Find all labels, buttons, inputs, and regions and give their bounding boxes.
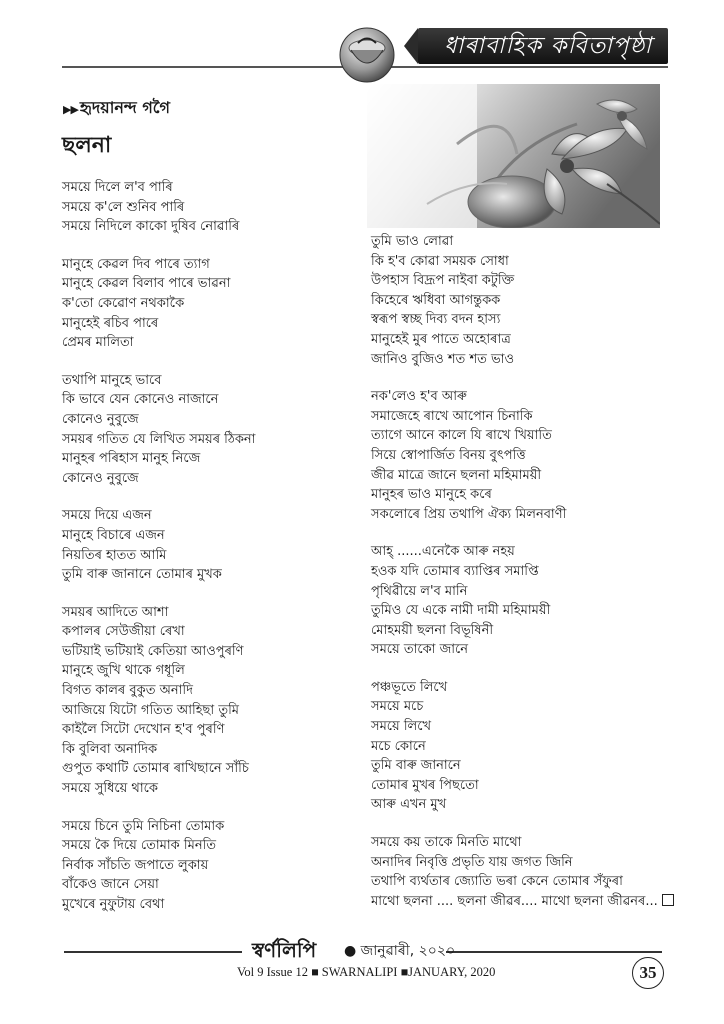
poem-line: মানুহৰ পৰিহাস মানুহ নিজে xyxy=(62,451,201,467)
footer-date: ● জানুৱাৰী, ২০২০ xyxy=(344,943,456,959)
poem-line: কোনেও নুবুজে xyxy=(62,470,139,486)
poem-line: মানুহে কেৱল বিলাব পাৰে ভাৱনা xyxy=(62,276,231,292)
poem-line: তথাপি মানুহে ভাবে xyxy=(62,372,162,388)
poem-line: মানুহৰ ভাও মানুহে কৰে xyxy=(371,487,492,503)
poem-line: আজিয়ে যিটো গতিত আহিছা তুমি xyxy=(62,702,240,718)
poem-line: গুপুত কথাটি তোমাৰ ৰাখিছানে সাঁচি xyxy=(62,761,249,777)
poem-line: সময়ে ক'লে শুনিব পাৰি xyxy=(62,199,185,215)
poem-line: ভটিয়াই ভটিয়াই কেতিয়া আওপুৰণি xyxy=(62,643,244,659)
flower-illustration xyxy=(367,84,660,228)
poem-line: সময়ে কৈ দিয়ে তোমাক মিনতি xyxy=(62,838,217,854)
poem-line: কপালৰ সেউজীয়া ৰেখা xyxy=(62,624,185,640)
poem-line: আহ্ ......এনেকৈ আৰু নহয় xyxy=(371,544,515,560)
poem-line: কি বুলিবা অনাদিক xyxy=(62,741,158,757)
poem-line: সময়ৰ গতিত যে লিখিত সময়ৰ ঠিকনা xyxy=(62,431,256,447)
poem-line: ক'তো কেৱোণ নথকাকৈ xyxy=(62,295,185,311)
poem-line: মুখেৰে নুফুটায় বেথা xyxy=(62,897,165,912)
poem-right-column xyxy=(371,232,671,929)
poem-line: পঞ্চভূতে লিখে xyxy=(371,679,448,695)
poem-line: ত্যাগে আনে কালে যি ৰাখে খিয়াতি xyxy=(371,428,552,444)
poem-line: তুমি ভাও লোৱা xyxy=(371,234,454,249)
poem-line: সময়ে দিয়ে এজন xyxy=(62,508,152,524)
poem-line: সময়ে মচে xyxy=(371,699,424,715)
poem-line: বাঁকেও জানে সেয়া xyxy=(62,877,159,893)
poem-line: হওক যদি তোমাৰ ব্যাপ্তিৰ সমাপ্তি xyxy=(371,563,539,579)
stanza xyxy=(62,371,354,489)
poem-line: তোমাৰ মুখৰ পিছতো xyxy=(371,777,479,793)
poem-line: সময়ে কয় তাকে মিনতি মাথো xyxy=(371,835,522,851)
poem-line: সময়ে নিদিলে কাকো দুষিব নোৱাৰি xyxy=(62,219,240,235)
poem-line: জীৱ মাত্ৰে জানে ছলনা মহিমাময়ী xyxy=(371,467,542,483)
poem-line: পৃথিৱীয়ে ল'ব মানি xyxy=(371,583,468,599)
stanza xyxy=(371,232,671,369)
poem-line: সময়ে তাকো জানে xyxy=(371,642,468,658)
poem-line: সিয়ে স্বোপাৰ্জিত বিনয় বুৎপত্তি xyxy=(371,447,526,463)
stanza xyxy=(371,833,671,911)
poem-line: সময়ে দিলে ল'ব পাৰি xyxy=(62,180,173,195)
stanza xyxy=(371,542,671,660)
poem-line: উপহাস বিদ্ৰূপ নাইবা কটুক্তি xyxy=(371,273,515,289)
stanza xyxy=(62,817,354,915)
poem-line: স্বৰূপ স্বচ্ছ দিব্য বদন হাস্য xyxy=(371,312,501,328)
poem-line: সমাজেহে ৰাখে আপোন চিনাকি xyxy=(371,408,533,424)
poem-line: নক'লেও হ'ব আৰু xyxy=(371,389,467,405)
poem-line: সকলোৰে প্ৰিয় তথাপি ঐক্য মিলনবাণী xyxy=(371,506,567,522)
poem-line: বিগত কালৰ বুকুত অনাদি xyxy=(62,683,193,699)
footer-issue-info: Vol 9 Issue 12 ■ SWARNALIPI ■JANUARY, 2020 xyxy=(237,965,496,979)
poem-line xyxy=(371,892,671,912)
poem-line: মচে কোনে xyxy=(371,738,426,754)
header-ribbon-tip xyxy=(404,28,418,64)
author-name: হৃদয়ানন্দ গগৈ xyxy=(79,98,171,117)
poem-line: তুমি বাৰু জানানে তোমাৰ মুখক xyxy=(62,567,222,583)
stanza xyxy=(62,603,354,799)
stanza xyxy=(371,678,671,815)
byline xyxy=(63,97,170,119)
stanza xyxy=(62,506,354,584)
poem-line: কি হ'ব কোৱা সময়ক সোধা xyxy=(371,253,509,269)
poem-line: অনাদিৰ নিবৃত্তি প্ৰভৃতি যায় জগত জিনি xyxy=(371,854,573,870)
poem-line: প্ৰেমৰ মালিতা xyxy=(62,335,134,351)
poem-left-column xyxy=(62,178,354,933)
poem-line: তথাপি ব্যৰ্থতাৰ জ্যোতি ভৰা কেনে তোমাৰ সঁফুৰা xyxy=(371,874,623,890)
poem-line: কোনেও নুবুজে xyxy=(62,411,139,427)
poem-line: নিৰ্বাক সাঁচতি জপাতে লুকায় xyxy=(62,857,209,873)
poem-line: মানুহে জুখি থাকে গধূলি xyxy=(62,663,185,679)
page-number: 35 xyxy=(632,957,664,989)
poem-line: সময়ে সুধিয়ে থাকে xyxy=(62,781,158,797)
poem-line: জানিও বুজিও শত শত ভাও xyxy=(371,351,515,367)
stanza xyxy=(62,255,354,353)
poem-line: মানুহে বিচাৰে এজন xyxy=(62,527,165,543)
poem-line: সময়ে লিখে xyxy=(371,719,431,735)
poem-line: মোহময়ী ছলনা বিভূষিনী xyxy=(371,622,494,638)
footer-rule-right xyxy=(446,951,662,953)
poem-line: নিয়তিৰ হাতত আমি xyxy=(62,547,167,563)
poem-line: আৰু এখন মুখ xyxy=(371,797,447,813)
stanza xyxy=(371,387,671,524)
poem-line: তুমি বাৰু জানানে xyxy=(371,758,461,774)
poem-line: কিহেৰে ঋধিবা আগন্তুকক xyxy=(371,292,501,308)
ornament-bowl-icon xyxy=(338,26,396,84)
section-title: ধাৰাবাহিক কবিতাপৃষ্ঠা xyxy=(443,33,653,59)
poem-line: সময়ৰ আদিতে আশা xyxy=(62,604,169,620)
poem-last-line: মাথো ছলনা .... ছলনা জীৱৰ.... মাথো ছলনা জীৱনৰ... xyxy=(371,893,658,909)
footer-rule-left xyxy=(64,951,242,953)
footer-brand: স্বৰ্ণলিপি xyxy=(252,938,317,962)
stanza xyxy=(62,178,354,237)
poem-line: তুমিও যে একে নামী দামী মহিমাময়ী xyxy=(371,603,551,619)
poem-line: সময়ে চিনে তুমি নিচিনা তোমাক xyxy=(62,818,225,834)
byline-marker: ▶▶ xyxy=(63,103,78,116)
end-mark-icon xyxy=(662,894,674,906)
poem-line: কাইলৈ সিটো দেখোন হ'ব পুৰণি xyxy=(62,722,225,738)
poem-line: মানুহেই মুৰ পাতে অহোৰাত্ৰ xyxy=(371,331,511,347)
poem-line: কি ভাবে যেন কোনেও নাজানে xyxy=(62,392,219,408)
poem-title: ছলনা xyxy=(62,133,112,158)
poem-line: মানুহে কেৱল দিব পাৰে ত্যাগ xyxy=(62,256,210,272)
poem-line: মানুহেই ৰচিব পাৰে xyxy=(62,315,159,331)
